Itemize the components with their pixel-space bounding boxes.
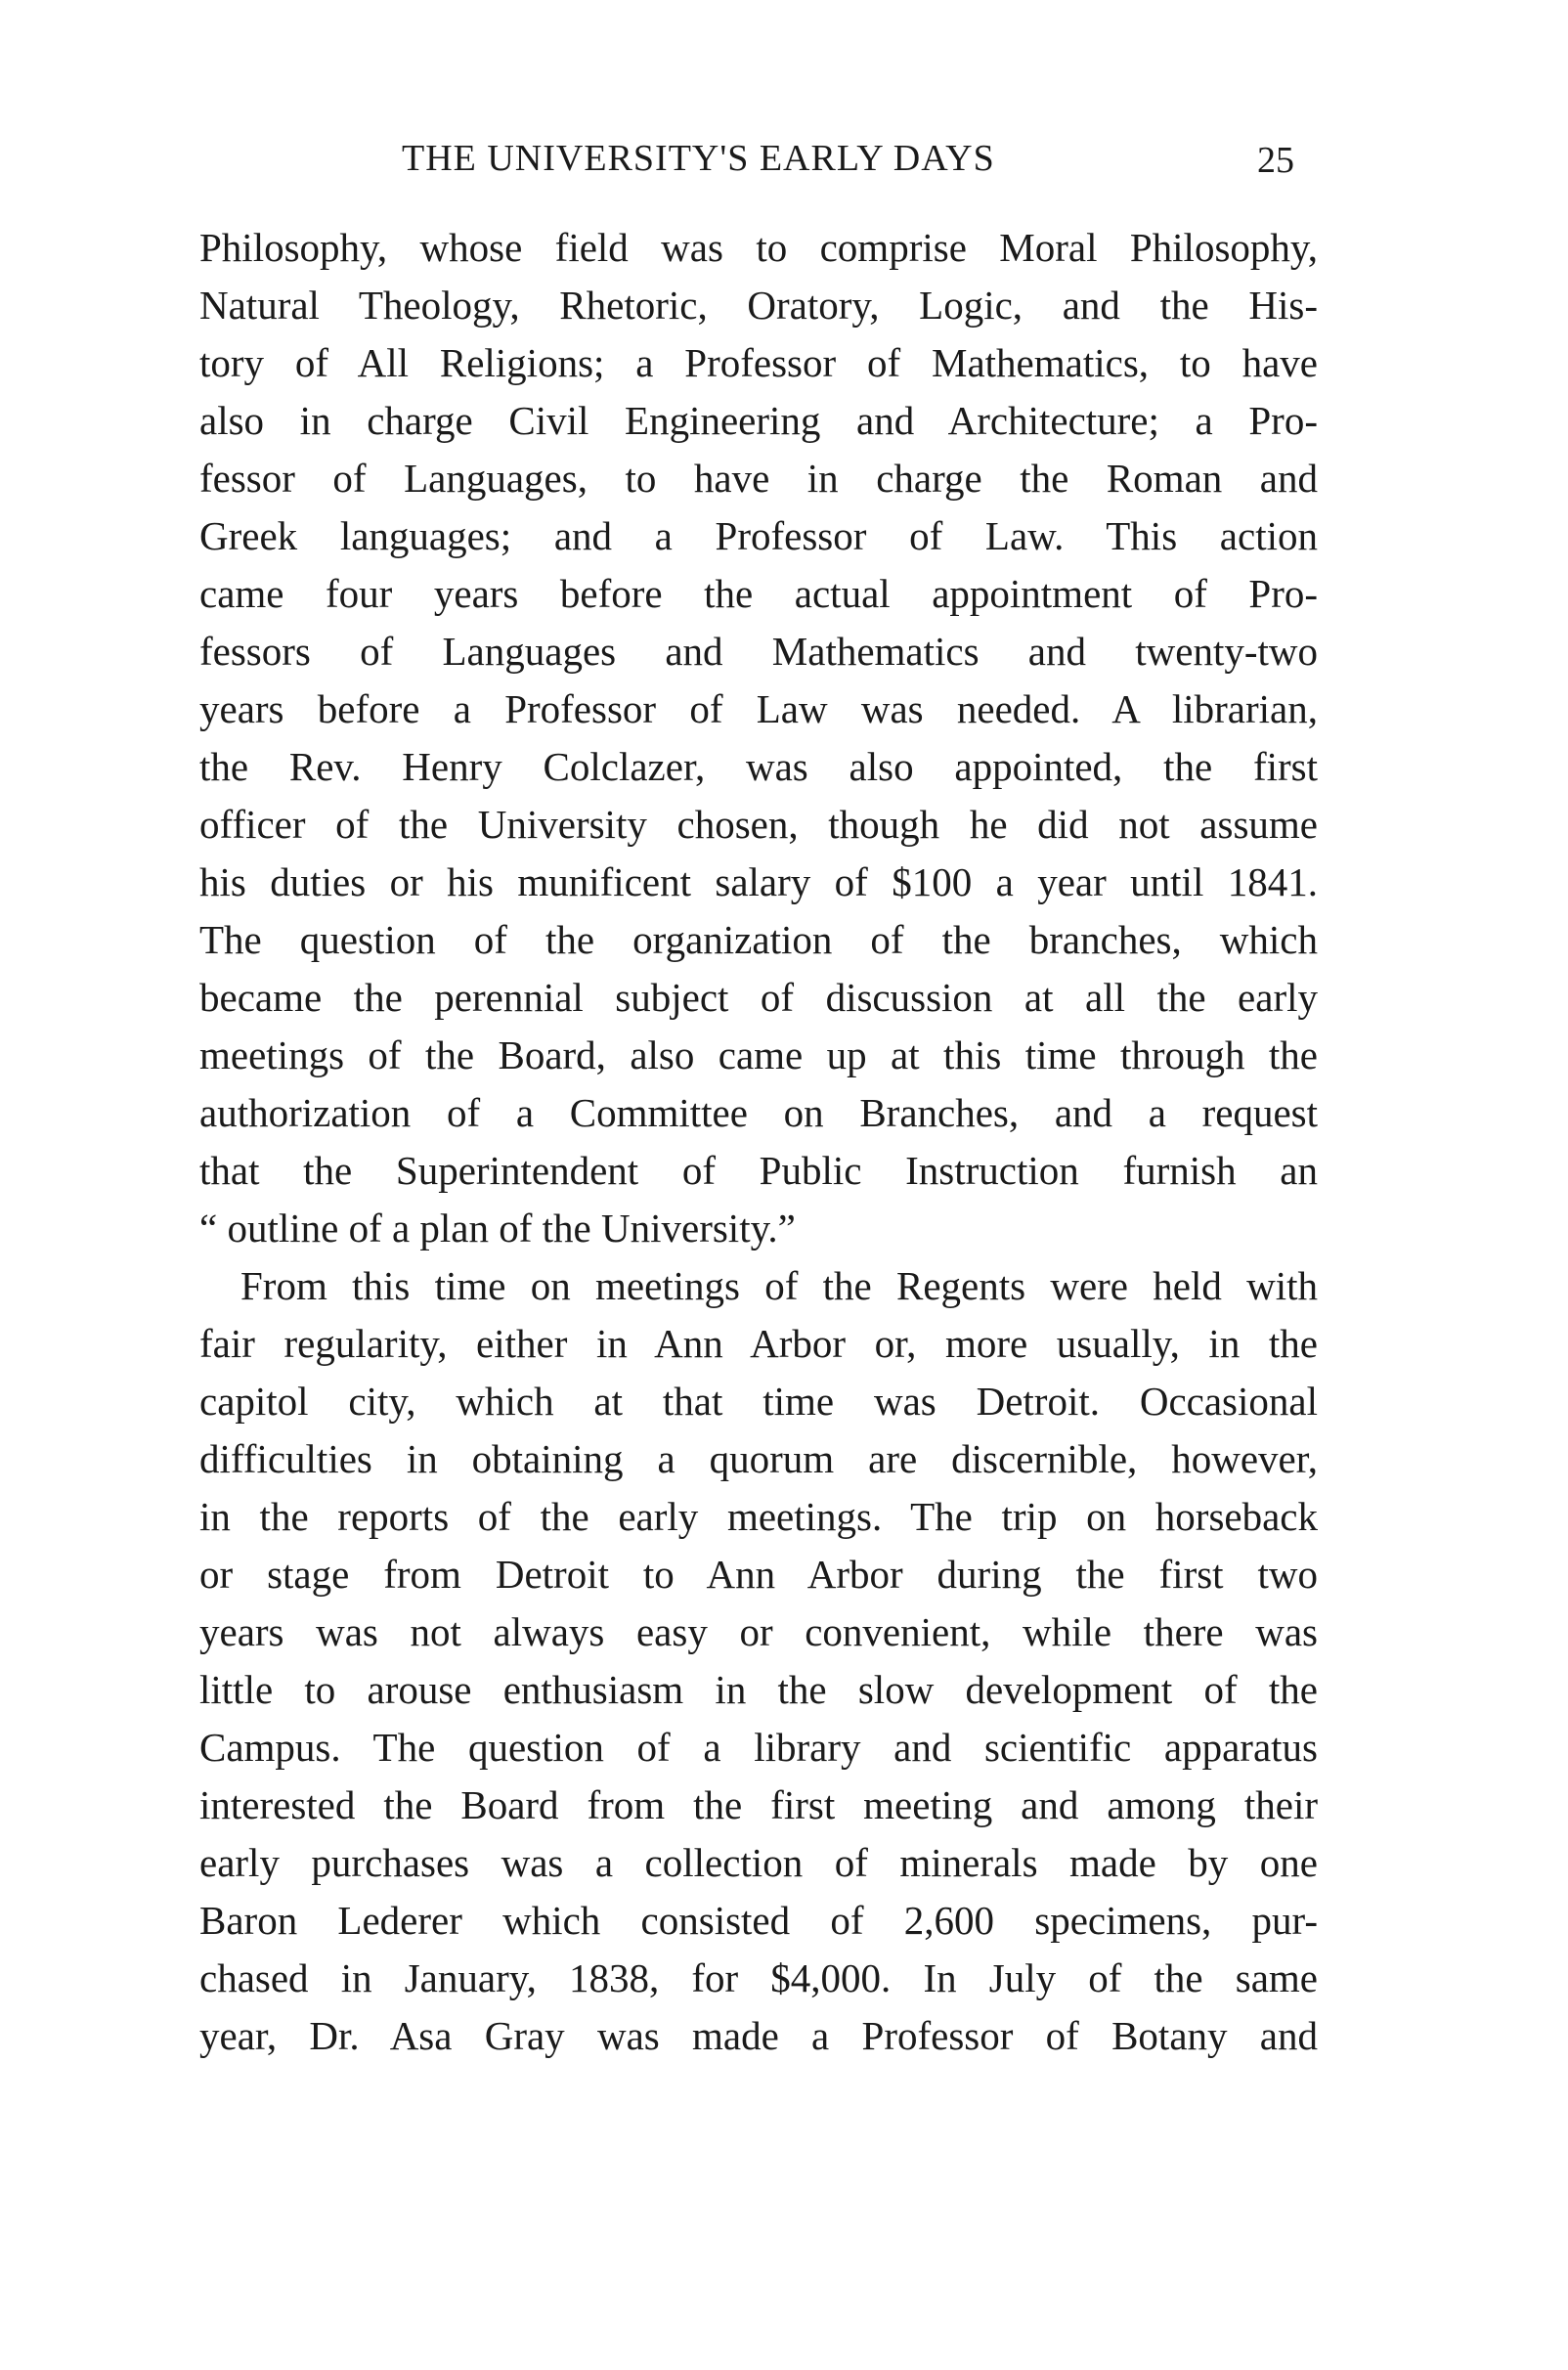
text-line: the Rev. Henry Colclazer, was also appointed, the first xyxy=(199,744,1318,789)
text-line: tory of All Religions; a Professor of Mathematics, to have xyxy=(199,340,1318,385)
text-line: officer of the University chosen, though he did not assume xyxy=(199,802,1318,847)
text-line: in the reports of the early meetings. The trip on horseback xyxy=(199,1494,1318,1539)
text-line: Greek languages; and a Professor of Law. This action xyxy=(199,513,1318,558)
text-line: also in charge Civil Engineering and Architecture; a Pro- xyxy=(199,398,1318,443)
text-line: year, Dr. Asa Gray was made a Professor of Botany and xyxy=(199,2013,1318,2058)
text-line: his duties or his munificent salary of $100 a year until 1841. xyxy=(199,859,1318,904)
text-line: fessors of Languages and Mathematics and twenty-two xyxy=(199,629,1318,674)
text-line: difficulties in obtaining a quorum are discernible, however, xyxy=(199,1436,1318,1481)
text-line: Campus. The question of a library and scientific apparatus xyxy=(199,1725,1318,1770)
text-line: fessor of Languages, to have in charge the Roman and xyxy=(199,456,1318,501)
page-number: 25 xyxy=(1257,140,1294,181)
text-line: interested the Board from the first meeting and among their xyxy=(199,1782,1318,1827)
text-line: fair regularity, either in Ann Arbor or, more usually, in the xyxy=(199,1321,1318,1366)
text-line: meetings of the Board, also came up at this time through the xyxy=(199,1032,1318,1077)
text-line: came four years before the actual appointment of Pro- xyxy=(199,571,1318,616)
body-text xyxy=(199,219,1318,2065)
text-line: Baron Lederer which consisted of 2,600 specimens, pur- xyxy=(199,1898,1318,1943)
text-line: chased in January, 1838, for $4,000. In July of the same xyxy=(199,1955,1318,2000)
text-line: The question of the organization of the branches, which xyxy=(199,917,1318,962)
text-line: capitol city, which at that time was Detroit. Occasional xyxy=(199,1379,1318,1424)
text-line: Natural Theology, Rhetoric, Oratory, Logic, and the His- xyxy=(199,283,1318,328)
running-header: THE UNIVERSITY'S EARLY DAYS xyxy=(402,138,995,179)
text-line: years was not always easy or convenient, while there was xyxy=(199,1609,1318,1654)
text-line: that the Superintendent of Public Instruction furnish an xyxy=(199,1148,1318,1193)
text-line: “ outline of a plan of the University.” xyxy=(199,1206,796,1251)
text-line: years before a Professor of Law was needed. A librarian, xyxy=(199,686,1318,731)
text-line: little to arouse enthusiasm in the slow development of the xyxy=(199,1667,1318,1712)
text-line: became the perennial subject of discussion at all the early xyxy=(199,975,1318,1020)
text-line: or stage from Detroit to Ann Arbor during the first two xyxy=(199,1552,1318,1597)
text-line: early purchases was a collection of minerals made by one xyxy=(199,1840,1318,1885)
text-line: Philosophy, whose field was to comprise Moral Philosophy, xyxy=(199,225,1318,270)
text-line: From this time on meetings of the Regents were held with xyxy=(240,1263,1318,1308)
text-line: authorization of a Committee on Branches, and a request xyxy=(199,1090,1318,1135)
